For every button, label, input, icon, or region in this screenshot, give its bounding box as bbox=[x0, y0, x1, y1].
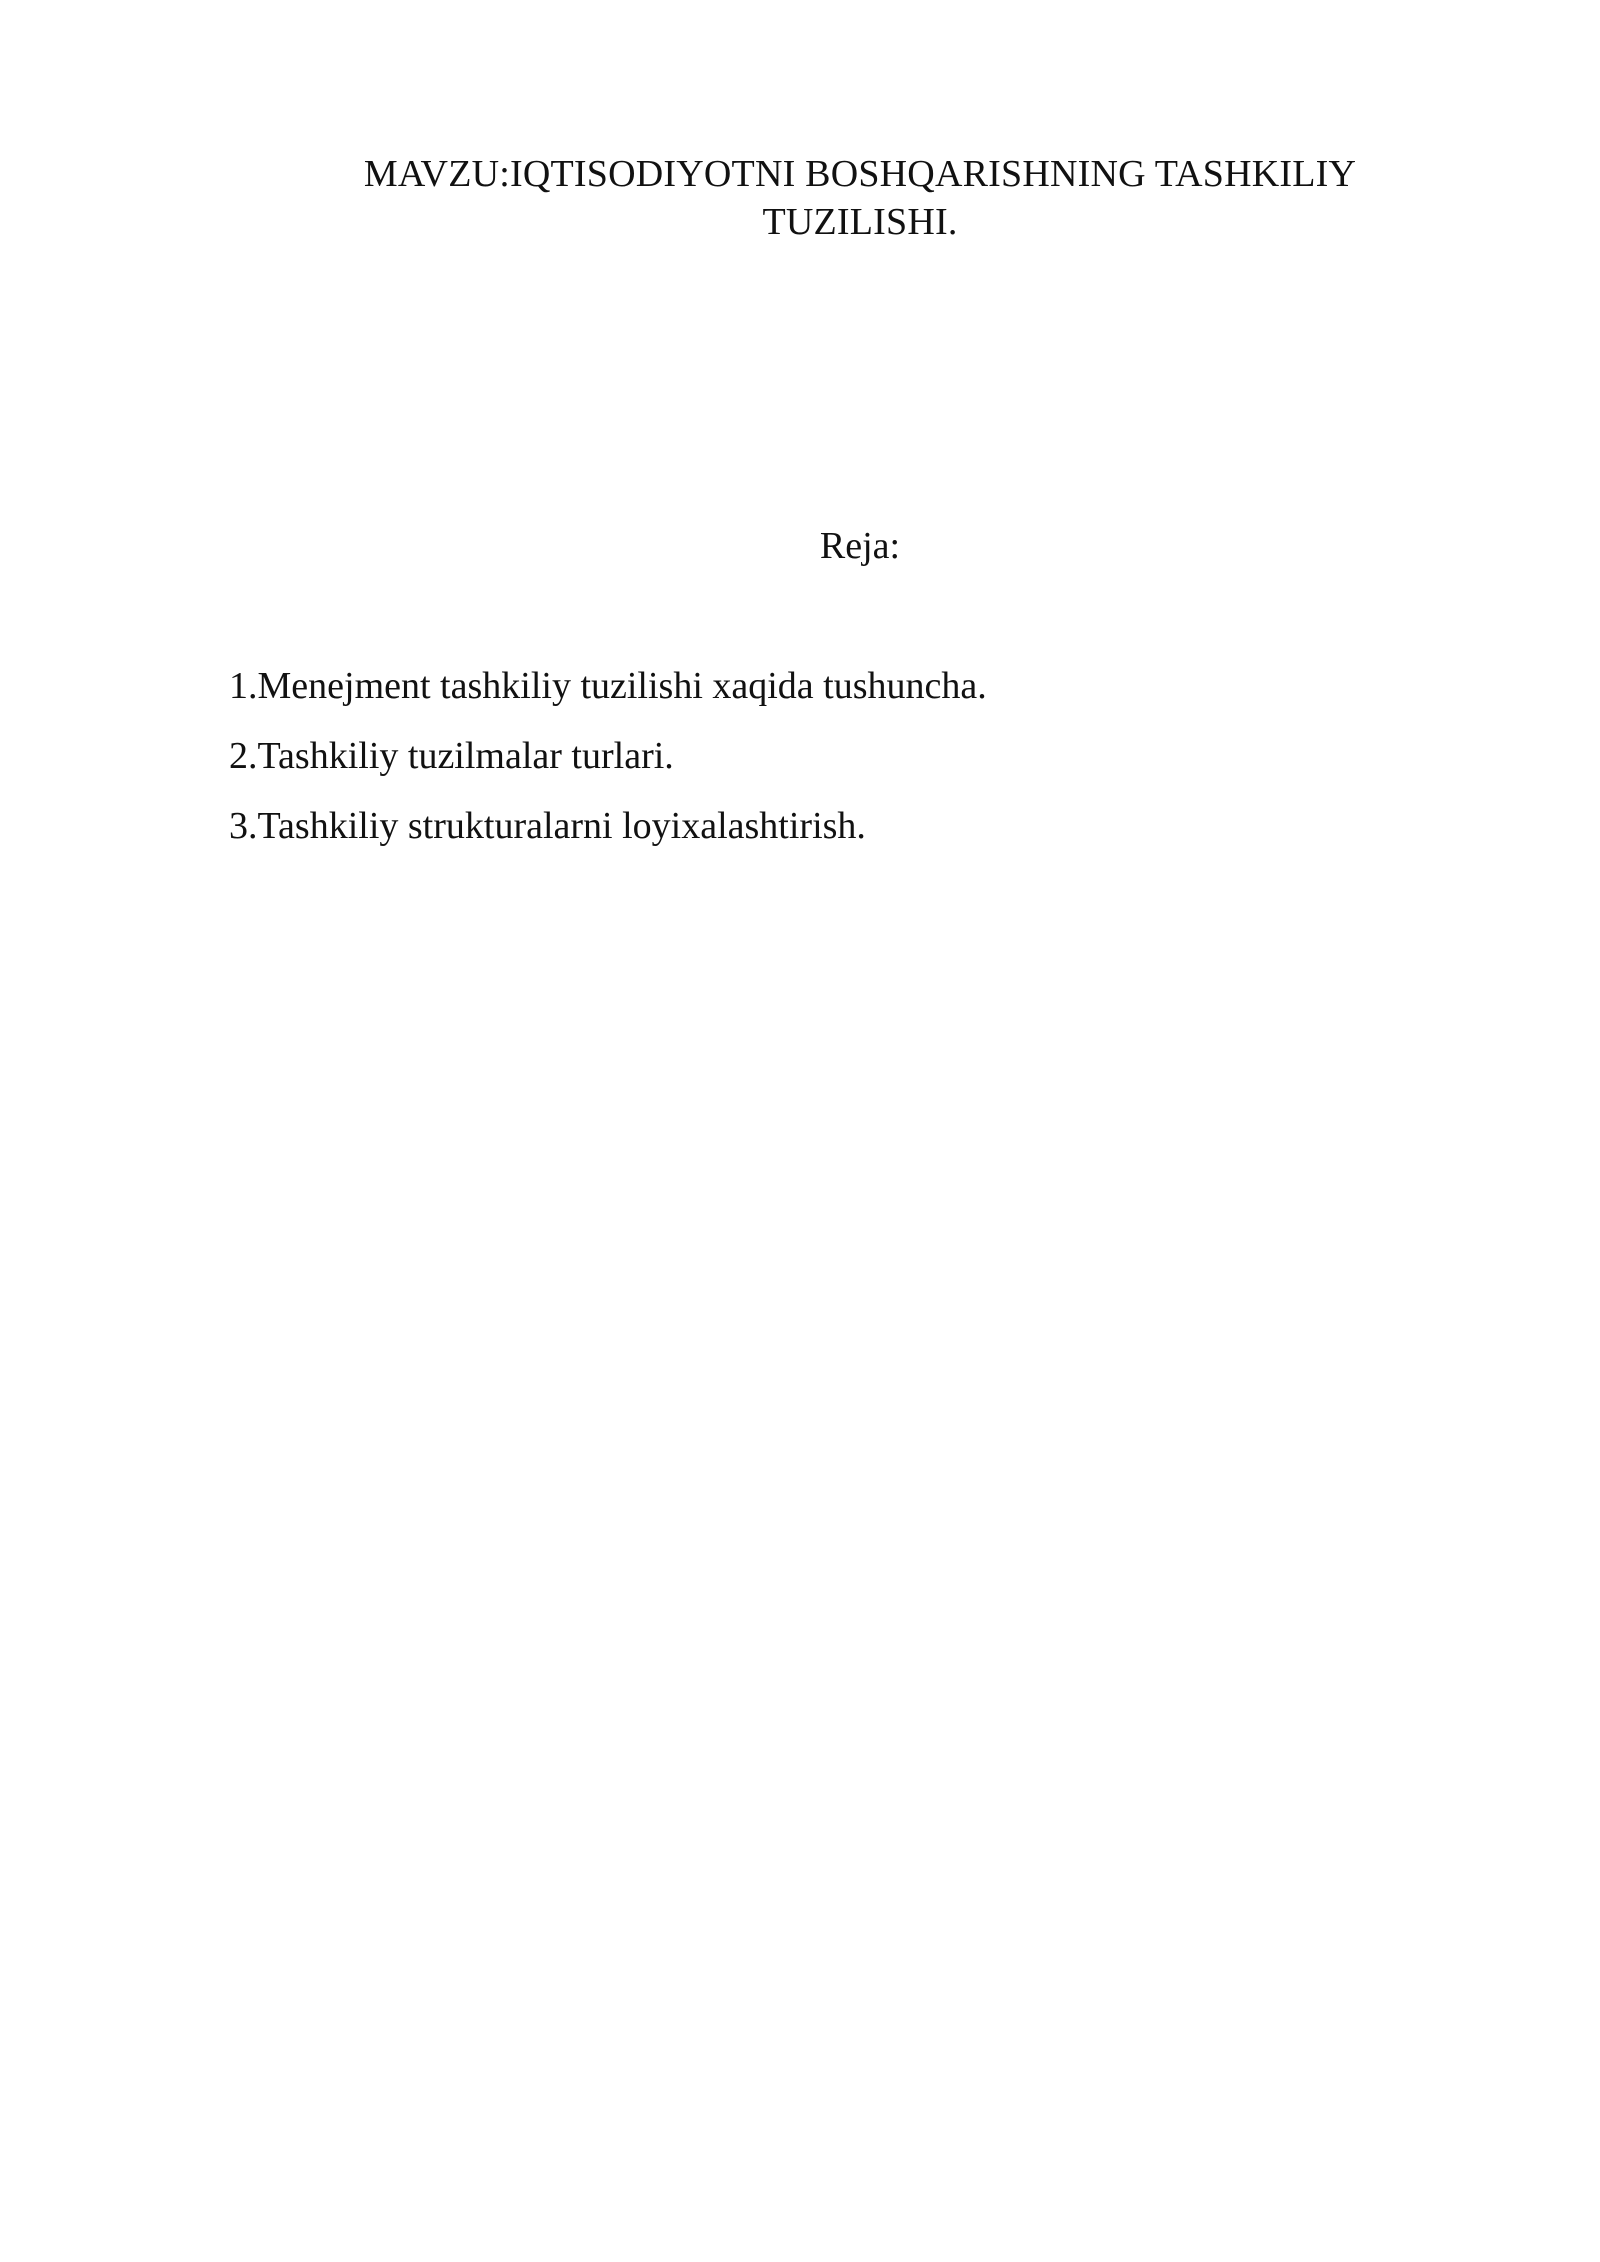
plan-list bbox=[229, 662, 1429, 872]
document-title-line-2: TUZILISHI. bbox=[762, 201, 958, 243]
plan-item: 1.Menejment tashkiliy tuzilishi xaqida tushuncha. bbox=[229, 665, 987, 707]
plan-item: 3.Tashkiliy strukturalarni loyixalashtirish. bbox=[229, 805, 866, 847]
plan-heading: Reja: bbox=[819, 525, 901, 567]
document-title bbox=[290, 150, 1430, 246]
document-title-line-1: MAVZU:IQTISODIYOTNI BOSHQARISHNING TASHKILIY bbox=[363, 153, 1357, 195]
plan-item: 2.Tashkiliy tuzilmalar turlari. bbox=[229, 735, 674, 777]
